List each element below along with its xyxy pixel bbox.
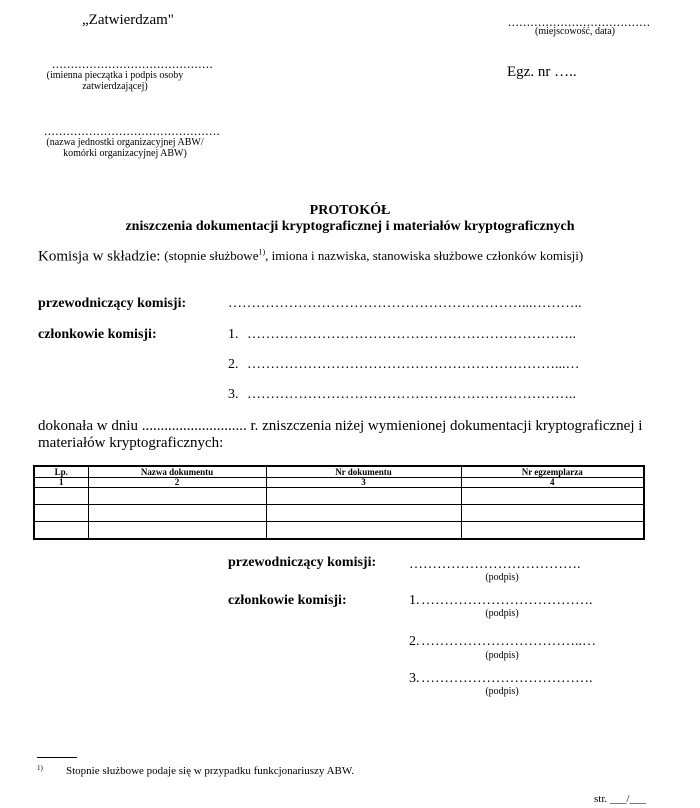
table-cell[interactable] — [461, 522, 644, 540]
table-cell[interactable] — [461, 488, 644, 505]
commission-composition-line — [38, 248, 583, 265]
column-header: Nr egzemplarza — [461, 466, 644, 478]
members-label: członkowie komisji: — [38, 327, 157, 342]
signature-members-label: członkowie komisji: — [228, 593, 347, 608]
chair-label: przewodniczący komisji: — [38, 296, 187, 311]
column-number: 2 — [88, 478, 266, 488]
document-subtitle: zniszczenia dokumentacji kryptograficznej i materiałów kryptograficznych — [125, 219, 575, 234]
footnote-text: Stopnie służbowe podaje się w przypadku funkcjonariuszy ABW. — [66, 765, 354, 777]
member-number: 2. — [228, 357, 239, 372]
signature-caption: (podpis) — [485, 572, 519, 583]
footnote-ref: 1) — [258, 248, 266, 257]
table-row — [34, 488, 644, 505]
table-cell[interactable] — [34, 488, 88, 505]
member-number: 3. — [228, 387, 239, 402]
table-row — [34, 522, 644, 540]
commission-note-a: (stopnie służbowe — [164, 248, 259, 264]
place-date-field: ...................................... — [508, 14, 651, 29]
table-cell[interactable] — [461, 505, 644, 522]
commission-note — [164, 248, 583, 263]
signature-caption: (podpis) — [485, 608, 519, 619]
page-number: str. ___/___ — [594, 793, 646, 805]
member-signature-number: 3. — [409, 671, 420, 686]
document-title: PROTOKÓŁ — [309, 203, 391, 218]
approver-signature-caption: (imienna pieczątka i podpis osoby zatwierdzającej) — [46, 70, 184, 92]
table-cell[interactable] — [266, 488, 461, 505]
commission-lead: Komisja w składzie: — [38, 248, 165, 265]
chair-field: ………………………………………………………...……….. — [228, 296, 582, 311]
chair-signature-field: ………………………………. — [409, 557, 581, 572]
member-signature-number: 2. — [409, 634, 420, 649]
member-signature-field: ………………………………. — [421, 671, 593, 686]
table-cell[interactable] — [266, 505, 461, 522]
table-cell[interactable] — [88, 522, 266, 540]
member-field: …………………………………………………………….. — [247, 387, 576, 402]
column-number: 1 — [34, 478, 88, 488]
member-signature-field: ……………………………..… — [421, 634, 596, 649]
approver-signature-field: ........................................... — [52, 56, 214, 71]
table-cell[interactable] — [88, 488, 266, 505]
table-cell[interactable] — [34, 505, 88, 522]
column-header: Nr dokumentu — [266, 466, 461, 478]
table-cell[interactable] — [88, 505, 266, 522]
column-number: 3 — [266, 478, 461, 488]
member-number: 1. — [228, 327, 239, 342]
signature-caption: (podpis) — [485, 650, 519, 661]
table-number-row — [34, 478, 644, 488]
destruction-statement: dokonała w dniu ............................ r. zniszczenia niżej wymienionej dokumentacji kryptograficznej i materiałów kryptograficznych: — [38, 418, 643, 451]
column-header: Nazwa dokumentu — [88, 466, 266, 478]
member-field: …………………………………………………………...… — [247, 357, 580, 372]
copy-number: Egz. nr ….. — [507, 64, 577, 80]
footnote-rule — [37, 757, 77, 758]
approval-heading: „Zatwierdzam" — [82, 12, 174, 28]
place-date-caption: (miejscowość, data) — [535, 26, 615, 37]
signature-chair-label: przewodniczący komisji: — [228, 555, 377, 570]
table-cell[interactable] — [266, 522, 461, 540]
table-header-row — [34, 466, 644, 478]
commission-note-b: , imiona i nazwiska, stanowiska służbowe członków komisji) — [265, 248, 584, 264]
column-number: 4 — [461, 478, 644, 488]
member-signature-number: 1. — [409, 593, 420, 608]
member-signature-field: ………………………………. — [421, 593, 593, 608]
unit-name-caption: (nazwa jednostki organizacyjnej ABW/ komórki organizacyjnej ABW) — [46, 137, 204, 159]
table-row — [34, 505, 644, 522]
table-cell[interactable] — [34, 522, 88, 540]
footnote-mark: 1) — [37, 764, 43, 772]
documents-table — [33, 465, 645, 540]
unit-name-field: ............................................... — [44, 123, 221, 138]
column-header: Lp. — [34, 466, 88, 478]
signature-caption: (podpis) — [485, 686, 519, 697]
member-field: …………………………………………………………….. — [247, 327, 576, 342]
